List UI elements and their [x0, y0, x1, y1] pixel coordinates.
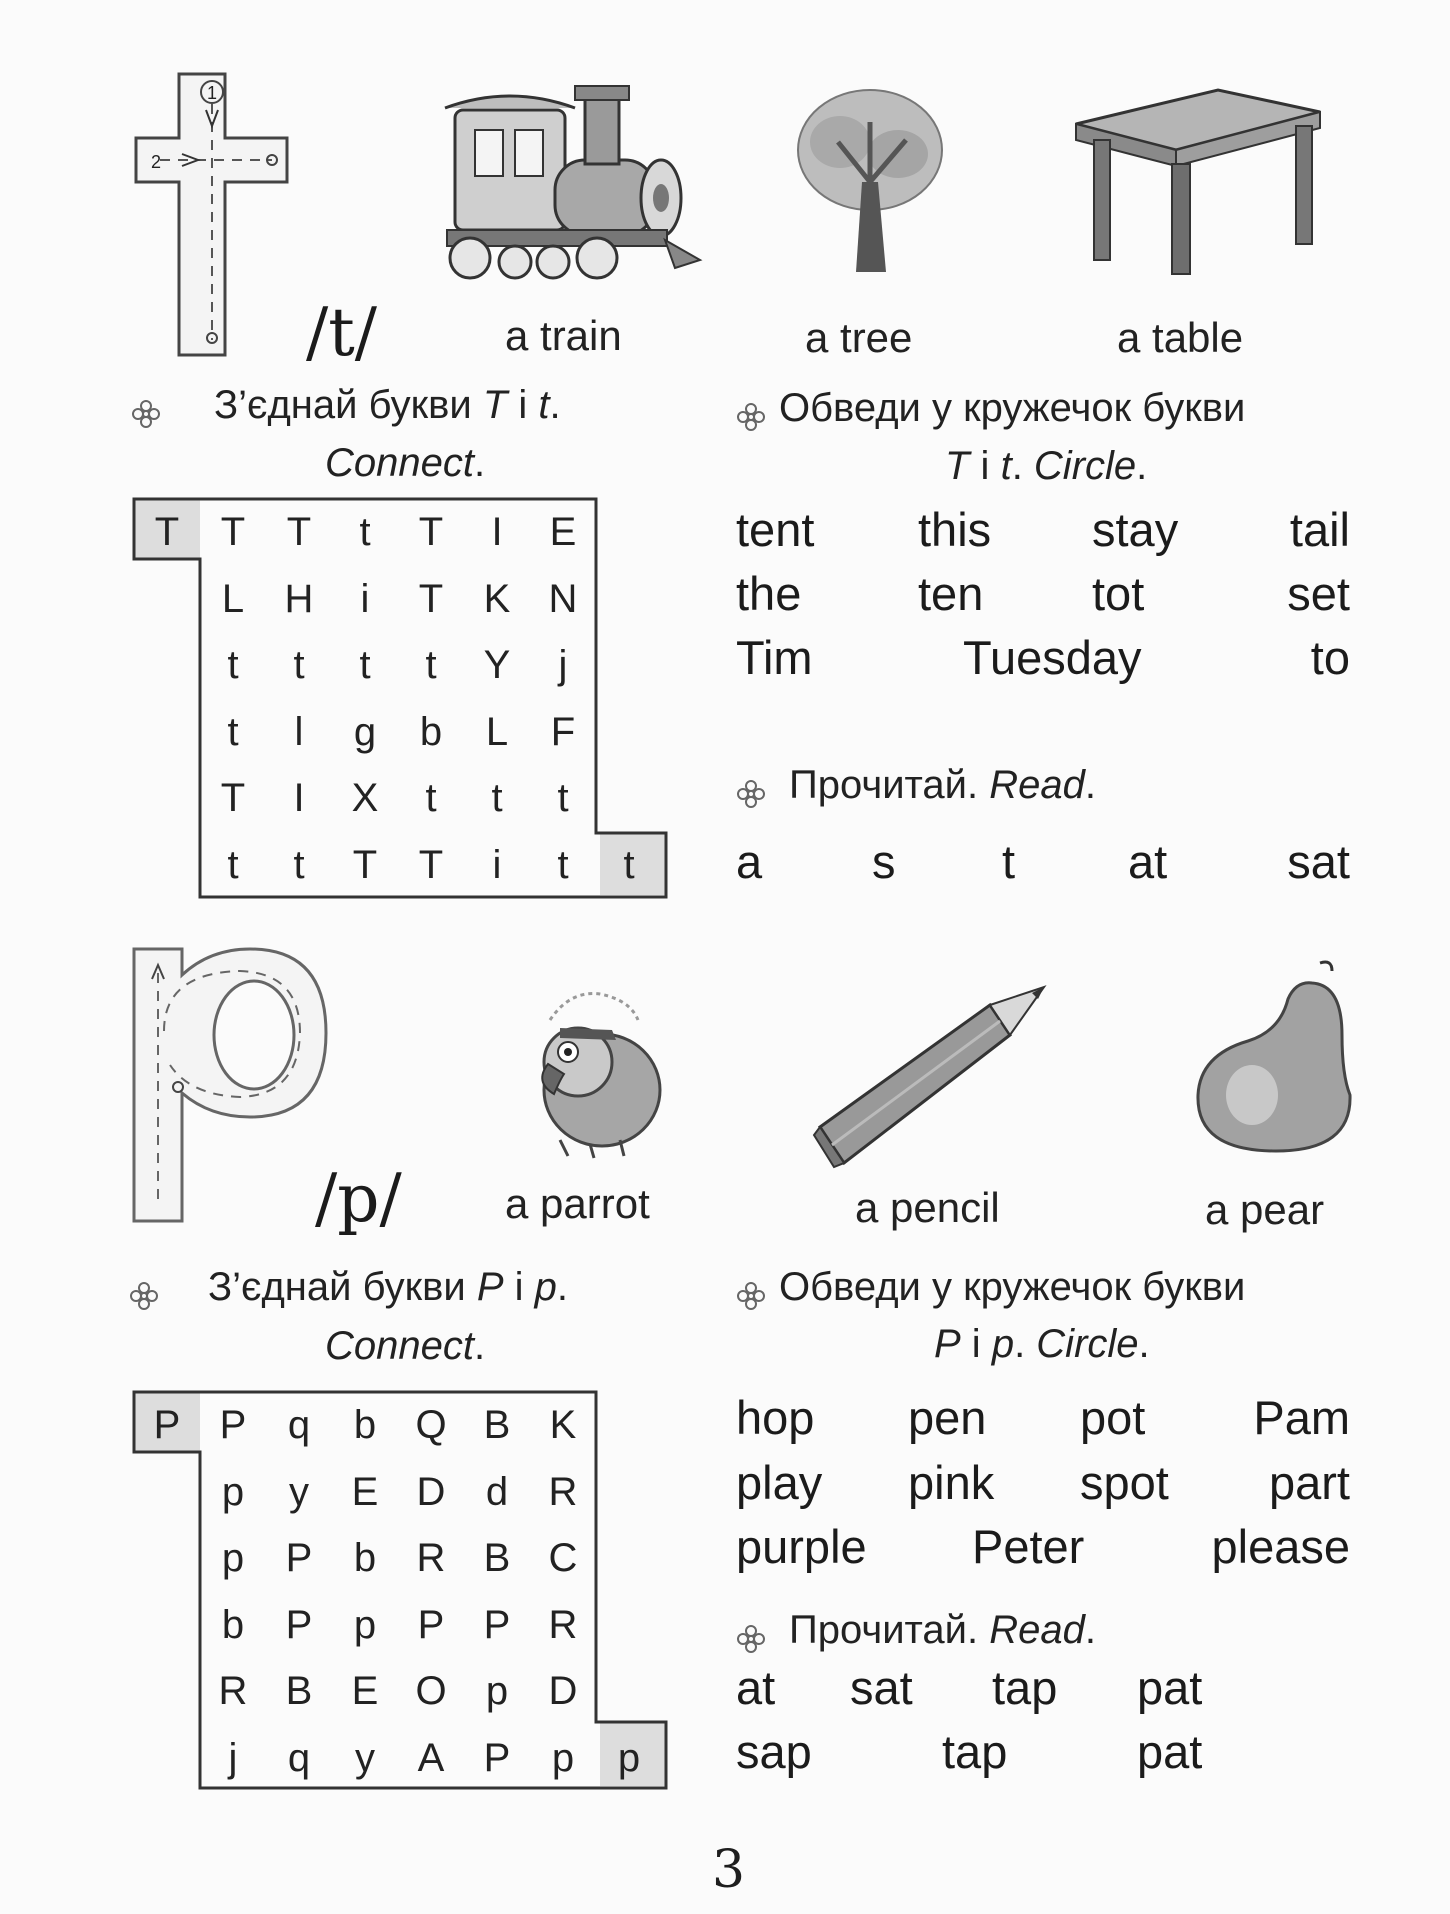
word-item: pen [908, 1391, 987, 1444]
grid-letter: t [425, 776, 437, 820]
read-word: pat [1137, 1661, 1203, 1714]
circle-label-t: T і t. Circle. [945, 444, 1148, 488]
read-word: at [736, 1661, 776, 1714]
grid-letter: R [218, 1669, 248, 1713]
grid-letter: t [557, 842, 569, 887]
circle-label-p: P і p. Circle. [934, 1322, 1150, 1366]
word-item: Tuesday [963, 631, 1142, 684]
word-item: play [736, 1456, 823, 1509]
flower-bullet-icon [132, 393, 160, 421]
word-item: purple [736, 1520, 867, 1573]
grid-letter: T [154, 510, 180, 554]
grid-letter: t [227, 842, 239, 887]
caption-table: a table [1117, 314, 1244, 361]
grid-letter: E [351, 1669, 379, 1713]
phoneme-p: /p/ [315, 1160, 402, 1237]
word-item: tail [1289, 503, 1350, 556]
grid-letter: O [415, 1669, 447, 1713]
word-item: pot [1080, 1391, 1146, 1444]
grid-letter: y [289, 1469, 309, 1514]
grid-letter: R [548, 1469, 578, 1514]
word-item: spot [1080, 1456, 1169, 1509]
connect-instruction-t: З’єднай букви T і t. [132, 383, 561, 428]
grid-letter: t [623, 842, 635, 887]
grid-letter: P [219, 1403, 247, 1447]
read-word: at [1128, 835, 1168, 888]
tracing-number-2: 2 [150, 152, 162, 172]
caption-train: a train [505, 312, 622, 359]
grid-letter: i [492, 842, 502, 887]
grid-letter: d [485, 1469, 509, 1514]
word-item: Pam [1253, 1391, 1350, 1444]
grid-letter: Q [415, 1403, 447, 1447]
grid-letter: T [286, 510, 312, 554]
read-instruction-t: Прочитай. Read. [737, 763, 1096, 808]
grid-letter: t [227, 643, 239, 687]
grid-letter: H [284, 576, 314, 621]
grid-letter: B [483, 1536, 511, 1580]
grid-letter: p [353, 1602, 377, 1647]
letter-t-tracing-guide [132, 70, 292, 360]
read-word: s [872, 835, 896, 888]
table-icon [1068, 86, 1328, 286]
phoneme-t: /t/ [306, 294, 377, 371]
flower-bullet-icon [737, 1275, 765, 1303]
flower-bullet-icon [737, 396, 765, 424]
grid-letter: b [419, 709, 443, 754]
grid-letter: K [549, 1403, 577, 1447]
grid-letter: T [418, 576, 444, 621]
train-icon [435, 80, 705, 290]
grid-letter: X [351, 776, 379, 820]
grid-letter: T [220, 510, 246, 554]
grid-letter: I [293, 776, 305, 820]
grid-letter: F [550, 709, 576, 754]
grid-letter: P [285, 1602, 313, 1647]
caption-parrot: a parrot [505, 1180, 650, 1227]
connect-label-p: Connect. [325, 1324, 486, 1368]
grid-letter: t [359, 510, 371, 554]
word-item: hop [736, 1391, 815, 1444]
caption-pear: a pear [1205, 1186, 1325, 1233]
grid-letter: t [557, 776, 569, 820]
word-item: part [1269, 1456, 1350, 1509]
grid-letter: t [293, 842, 305, 887]
circle-instruction-p: Обведи у кружечок букви [737, 1265, 1245, 1310]
circle-instruction-t: Обведи у кружечок букви [737, 386, 1245, 431]
grid-letter: b [353, 1536, 377, 1580]
grid-letter: B [285, 1669, 313, 1713]
grid-letter: T [418, 510, 444, 554]
grid-letter: j [228, 1735, 238, 1780]
word-item: Peter [972, 1520, 1085, 1573]
grid-letter: P [285, 1536, 313, 1580]
grid-letter: p [617, 1735, 641, 1780]
grid-letter: I [491, 510, 503, 554]
caption-tree: a tree [805, 314, 913, 361]
read-word: tap [942, 1725, 1008, 1778]
grid-letter: j [558, 643, 568, 687]
grid-letter: D [416, 1469, 446, 1514]
read-word: sap [736, 1725, 812, 1778]
grid-letter: l [294, 709, 304, 754]
word-item: please [1211, 1520, 1350, 1573]
read-word: sat [850, 1661, 913, 1714]
pear-icon [1192, 955, 1356, 1155]
grid-letter: D [548, 1669, 578, 1713]
word-item: pink [908, 1456, 995, 1509]
read-word: sat [1287, 835, 1350, 888]
grid-letter: T [418, 842, 444, 887]
flower-bullet-icon [737, 1618, 765, 1646]
flower-bullet-icon [130, 1275, 158, 1303]
grid-letter: P [417, 1602, 445, 1647]
grid-letter: E [351, 1469, 379, 1514]
grid-letter: t [293, 643, 305, 687]
grid-letter: P [483, 1735, 511, 1780]
grid-letter: t [359, 643, 371, 687]
pencil-icon [812, 985, 1048, 1169]
grid-letter: L [221, 576, 245, 621]
read-instruction-p: Прочитай. Read. [737, 1608, 1096, 1653]
grid-letter: b [221, 1602, 245, 1647]
grid-letter: p [221, 1536, 245, 1580]
grid-letter: p [221, 1469, 245, 1514]
tracing-number-1: 1 [206, 83, 218, 103]
grid-letter: N [548, 576, 578, 621]
grid-letter: q [287, 1735, 311, 1780]
grid-letter: t [491, 776, 503, 820]
grid-letter: T [352, 842, 378, 887]
flower-bullet-icon [737, 773, 765, 801]
grid-letter: b [353, 1403, 377, 1447]
read-word: tap [992, 1661, 1058, 1714]
word-item: this [918, 503, 992, 556]
grid-letter: p [551, 1735, 575, 1780]
word-item: stay [1092, 503, 1179, 556]
grid-letter: P [153, 1403, 181, 1447]
grid-letter: q [287, 1403, 311, 1447]
grid-letter: K [483, 576, 511, 621]
grid-letter: C [548, 1536, 578, 1580]
grid-letter: i [360, 576, 370, 621]
page-number: 3 [712, 1840, 746, 1900]
grid-letter: R [416, 1536, 446, 1580]
grid-letter: R [548, 1602, 578, 1647]
grid-letter: p [485, 1669, 509, 1713]
tree-icon [790, 82, 950, 282]
grid-letter: B [483, 1403, 511, 1447]
grid-letter: E [549, 510, 577, 554]
grid-letter: A [417, 1735, 445, 1780]
caption-pencil: a pencil [855, 1184, 1000, 1231]
read-word: pat [1137, 1725, 1203, 1778]
letter-p-tracing-guide [130, 945, 330, 1225]
grid-letter: g [353, 709, 377, 754]
word-item: ten [918, 567, 984, 620]
word-item: tent [736, 503, 815, 556]
grid-letter: L [485, 709, 509, 754]
grid-letter: T [220, 776, 246, 820]
grid-letter: y [355, 1735, 375, 1780]
word-item: tot [1092, 567, 1145, 620]
word-item: the [736, 567, 802, 620]
grid-letter: t [425, 643, 437, 687]
parrot-icon [520, 990, 680, 1160]
word-item: Tim [736, 631, 813, 684]
word-item: set [1287, 567, 1350, 620]
connect-instruction-p: З’єднай букви P і p. [130, 1265, 568, 1310]
grid-letter: t [227, 709, 239, 754]
grid-letter: Y [483, 643, 511, 687]
grid-letter: P [483, 1602, 511, 1647]
connect-label-t: Connect. [325, 441, 486, 485]
word-item: to [1310, 631, 1350, 684]
read-word: a [736, 835, 763, 888]
read-word: t [1002, 835, 1016, 888]
